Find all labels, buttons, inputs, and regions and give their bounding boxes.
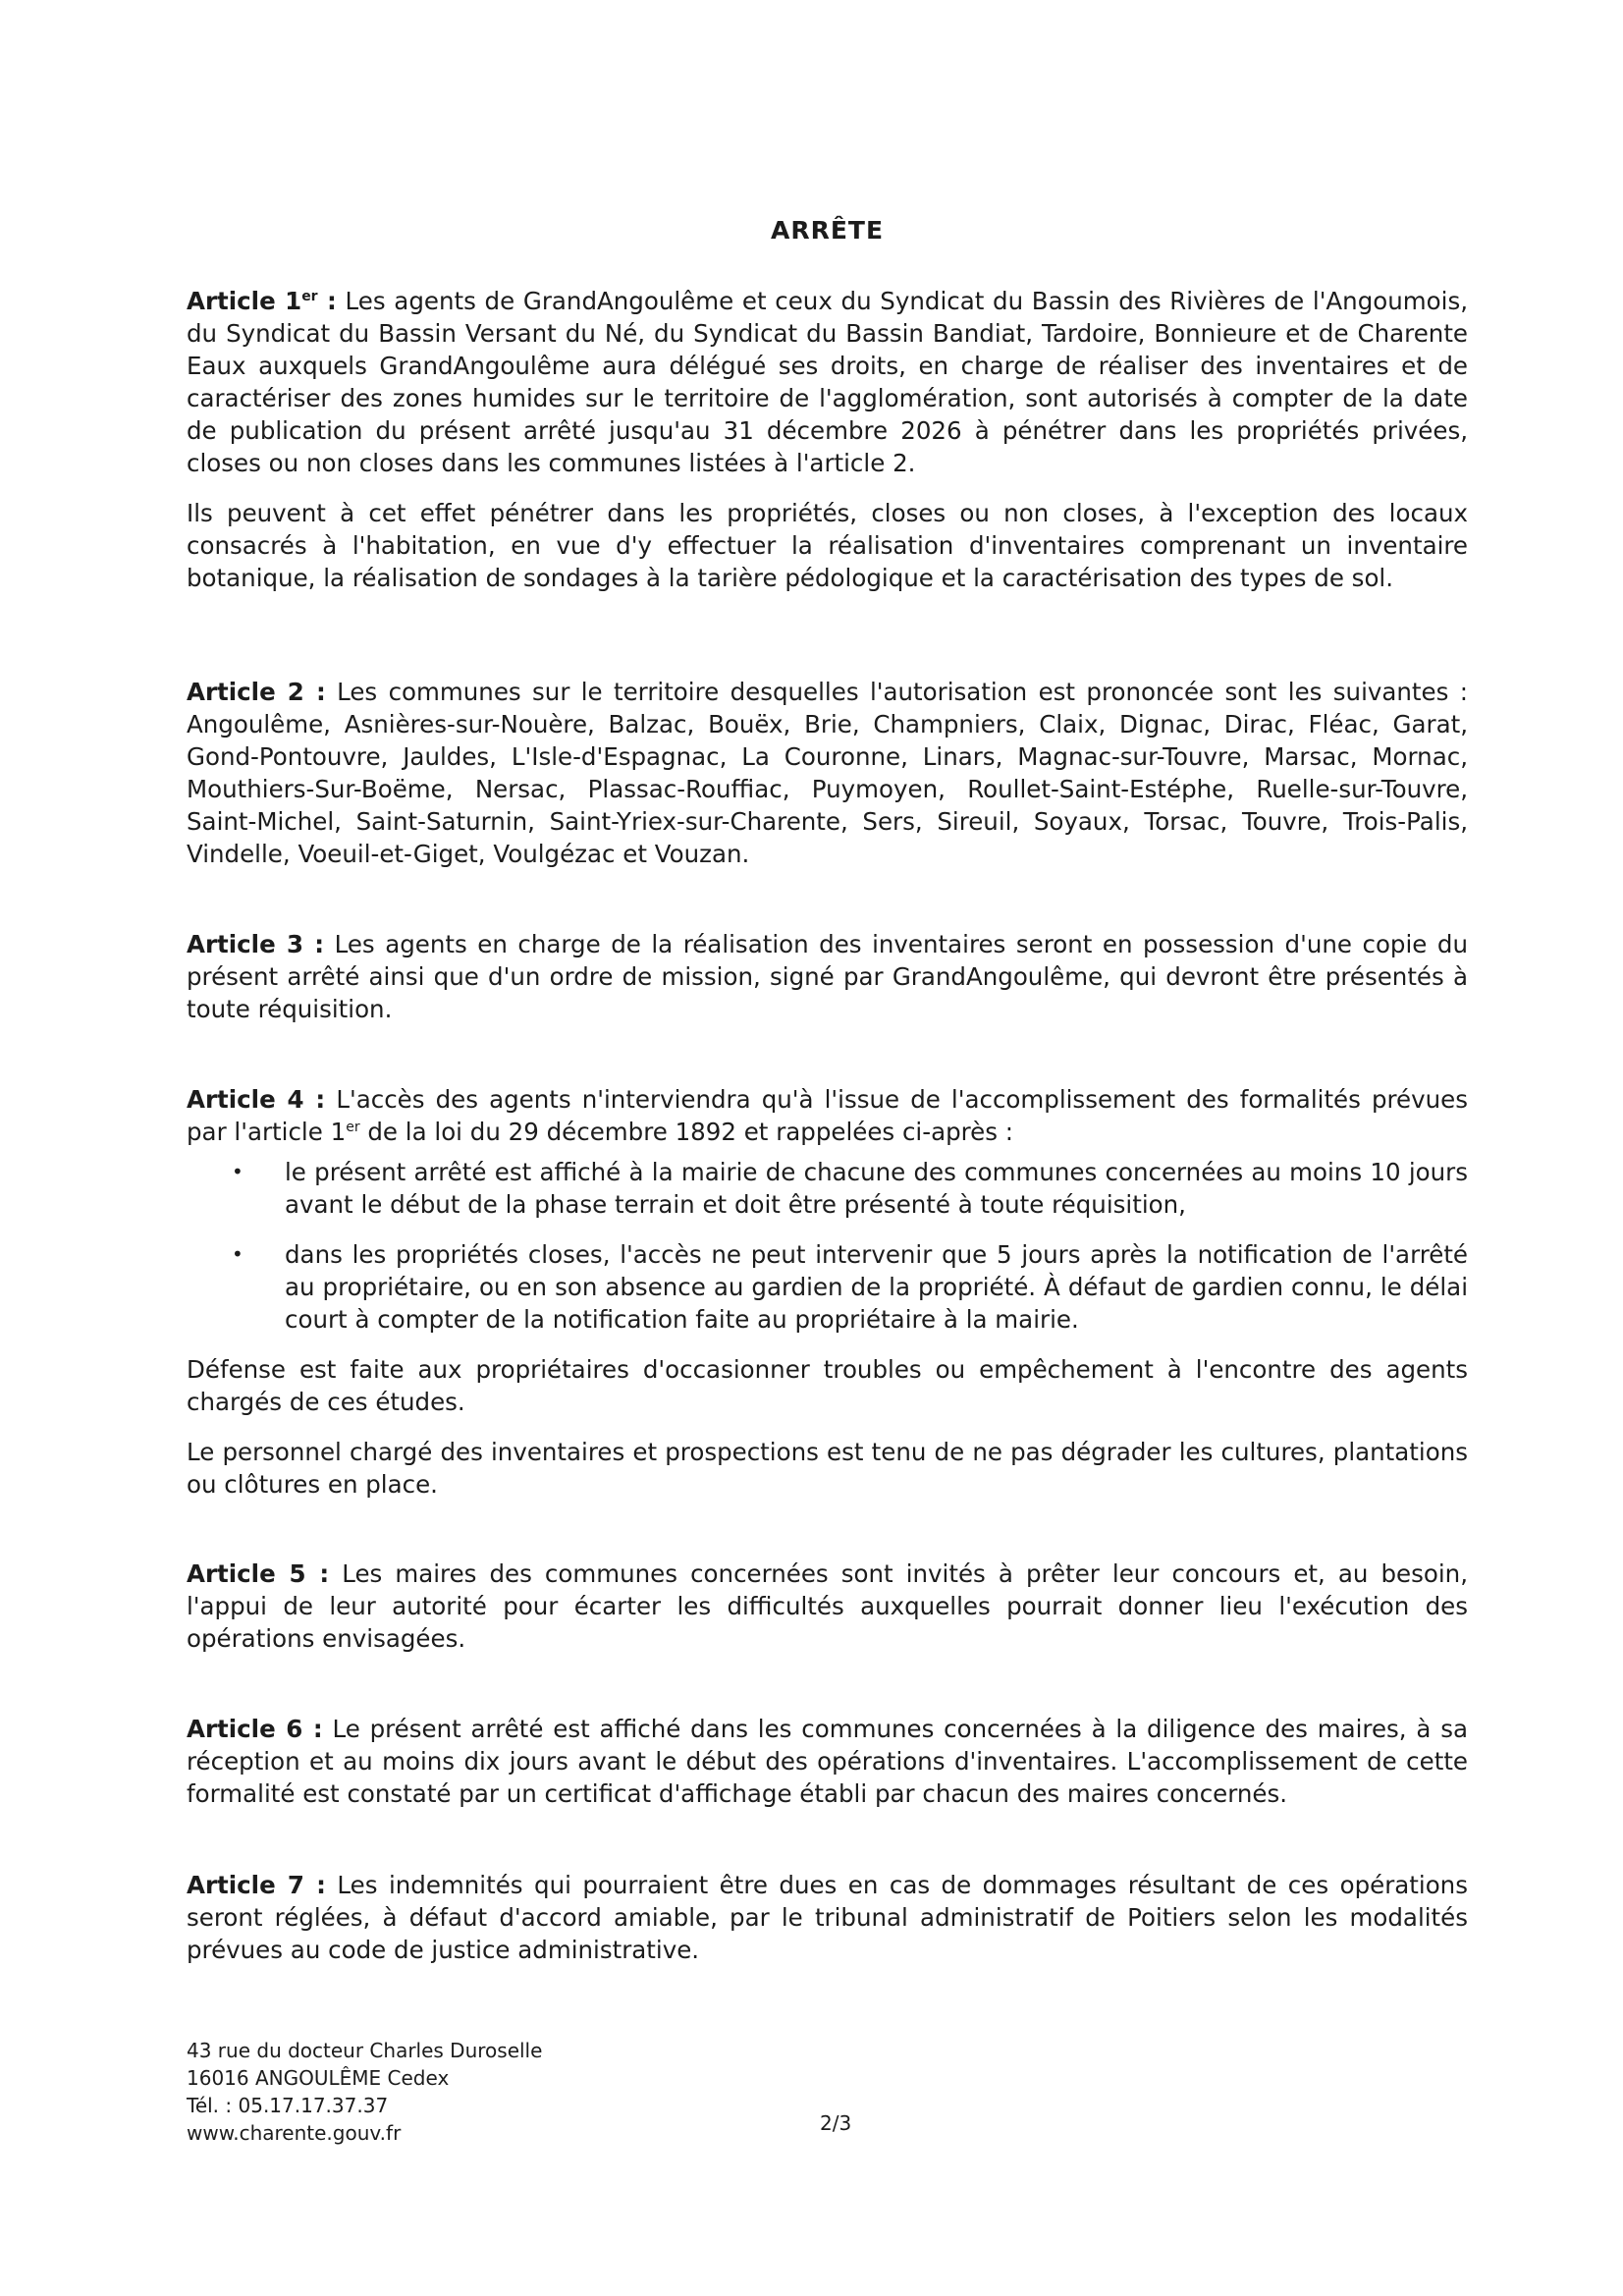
article-1-text-1: Les agents de GrandAngoulême et ceux du Syndicat du Bassin des Rivières de l'Angoumois, du Syndicat du Bassin Versant du Né, du Syndicat du Bassin Bandiat, Tardoire, Bonnieure et de Charente Eaux auxquels GrandAngoulême aura délégué ses droits, en charge de réaliser des inventaires et de caractériser des zones humides sur le territoire de l'agglomération, sont autorisés à compter de la date de publication du présent arrêté jusqu'au 31 décembre 2026 à pénétrer dans les propriétés privées, closes ou non closes dans les communes listées à l'article 2. — [187, 287, 1468, 477]
page-number: 2/3 — [820, 2111, 852, 2135]
footer-website: www.charente.gouv.fr — [187, 2121, 402, 2145]
list-item: • le présent arrêté est affiché à la mairie de chacune des communes concernées au moins 10 jours avant le début de la phase terrain et doit être présenté à toute réquisition, — [232, 1158, 1468, 1219]
bullet-icon: • — [232, 1160, 243, 1183]
article-3-text-1: Les agents en charge de la réalisation des inventaires seront en possession d'une copie du présent arrêté ainsi que d'un ordre de mission, signé par GrandAngoulême, qui devront être présentés à toute réquisition. — [187, 930, 1468, 1023]
article-7-text-1: Les indemnités qui pourraient être dues en cas de dommages résultant de ces opérations seront réglées, à défaut d'accord amiable, par le tribunal administratif de Poitiers selon les modalités prévues au code de justice administrative. — [187, 1871, 1468, 1964]
article-3-label: Article 3 : — [187, 930, 325, 958]
article-4-closing-2: Le personnel chargé des inventaires et prospections est tenu de ne pas dégrader les cultures, plantations ou clôtures en place. — [187, 1438, 1468, 1499]
footer-address-line-2: 16016 ANGOULÊME Cedex — [187, 2066, 450, 2090]
article-6-label: Article 6 : — [187, 1715, 323, 1743]
article-5-paragraph-1 — [187, 1558, 1468, 1655]
article-4-bullet-list — [187, 1156, 1468, 1336]
footer-address-line-1: 43 rue du docteur Charles Duroselle — [187, 2039, 543, 2062]
footer-address-block — [187, 2037, 542, 2147]
article-1 — [187, 285, 1468, 594]
article-1-label: Article 1er : — [187, 287, 337, 315]
article-5-text-1: Les maires des communes concernées sont invités à prêter leur concours et, au besoin, l'appui de leur autorité pour écarter les difficultés auxquelles pourrait donner lieu l'exécution des opérations envisagées. — [187, 1559, 1468, 1653]
list-item: • dans les propriétés closes, l'accès ne peut intervenir que 5 jours après la notification de l'arrêté au propriétaire, ou en son absence au gardien de la propriété. À défaut de gardien connu, le délai court à compter de la notification faite au propriétaire à la mairie. — [232, 1240, 1468, 1334]
article-2 — [187, 676, 1468, 870]
article-1-paragraph-2: Ils peuvent à cet effet pénétrer dans les propriétés, closes ou non closes, à l'exception des locaux consacrés à l'habitation, en vue d'y effectuer la réalisation d'inventaires comprenant un inventaire botanique, la réalisation de sondages à la tarière pédologique et la caractérisation des types de sol. — [187, 499, 1468, 592]
article-2-label: Article 2 : — [187, 678, 326, 706]
article-5 — [187, 1558, 1468, 1655]
article-4-label: Article 4 : — [187, 1085, 326, 1114]
article-6-paragraph-1 — [187, 1713, 1468, 1810]
article-3 — [187, 928, 1468, 1025]
bullet-icon: • — [232, 1242, 243, 1266]
article-6 — [187, 1713, 1468, 1810]
footer-phone: Tél. : 05.17.17.37.37 — [187, 2094, 389, 2117]
article-7 — [187, 1869, 1468, 1966]
article-3-paragraph-1 — [187, 928, 1468, 1025]
article-7-paragraph-1 — [187, 1869, 1468, 1966]
article-7-label: Article 7 : — [187, 1871, 326, 1899]
article-6-text-1: Le présent arrêté est affiché dans les communes concernées à la diligence des maires, à sa réception et au moins dix jours avant le début des opérations d'inventaires. L'accomplissement de cette formalité est constaté par un certificat d'affichage établi par chacun des maires concernés. — [187, 1715, 1468, 1808]
article-4-intro: Article 4 : L'accès des agents n'interviendra qu'à l'issue de l'accomplissement des formalités prévues par l'article 1er de la loi du 29 décembre 1892 et rappelées ci-après : — [187, 1085, 1468, 1146]
article-4 — [187, 1083, 1468, 1501]
article-2-paragraph-1 — [187, 676, 1468, 870]
article-2-text-1: Les communes sur le territoire desquelles l'autorisation est prononcée sont les suivantes : Angoulême, Asnières-sur-Nouère, Balzac, Bouëx, Brie, Champniers, Claix, Dignac, Dirac, Fléac, Garat, Gond-Pontouvre, Jauldes, L'Isle-d'Espagnac, La Couronne, Linars, Magnac-sur-Touvre, Marsac, Mornac, Mouthiers-Sur-Boëme, Nersac, Plassac-Rouffiac, Puymoyen, Roullet-Saint-Estéphe, Ruelle-sur-Touvre, Saint-Michel, Saint-Saturnin, Saint-Yriex-sur-Charente, Sers, Sireuil, Soyaux, Torsac, Touvre, Trois-Palis, Vindelle, Voeuil-et-Giget, Voulgézac et Vouzan. — [187, 678, 1468, 868]
document-title: ARRÊTE — [770, 216, 885, 245]
article-4-closing-1: Défense est faite aux propriétaires d'occasionner troubles ou empêchement à l'encontre des agents chargés de ces études. — [187, 1355, 1468, 1416]
article-5-label: Article 5 : — [187, 1559, 330, 1588]
article-1-paragraph-1 — [187, 285, 1468, 479]
